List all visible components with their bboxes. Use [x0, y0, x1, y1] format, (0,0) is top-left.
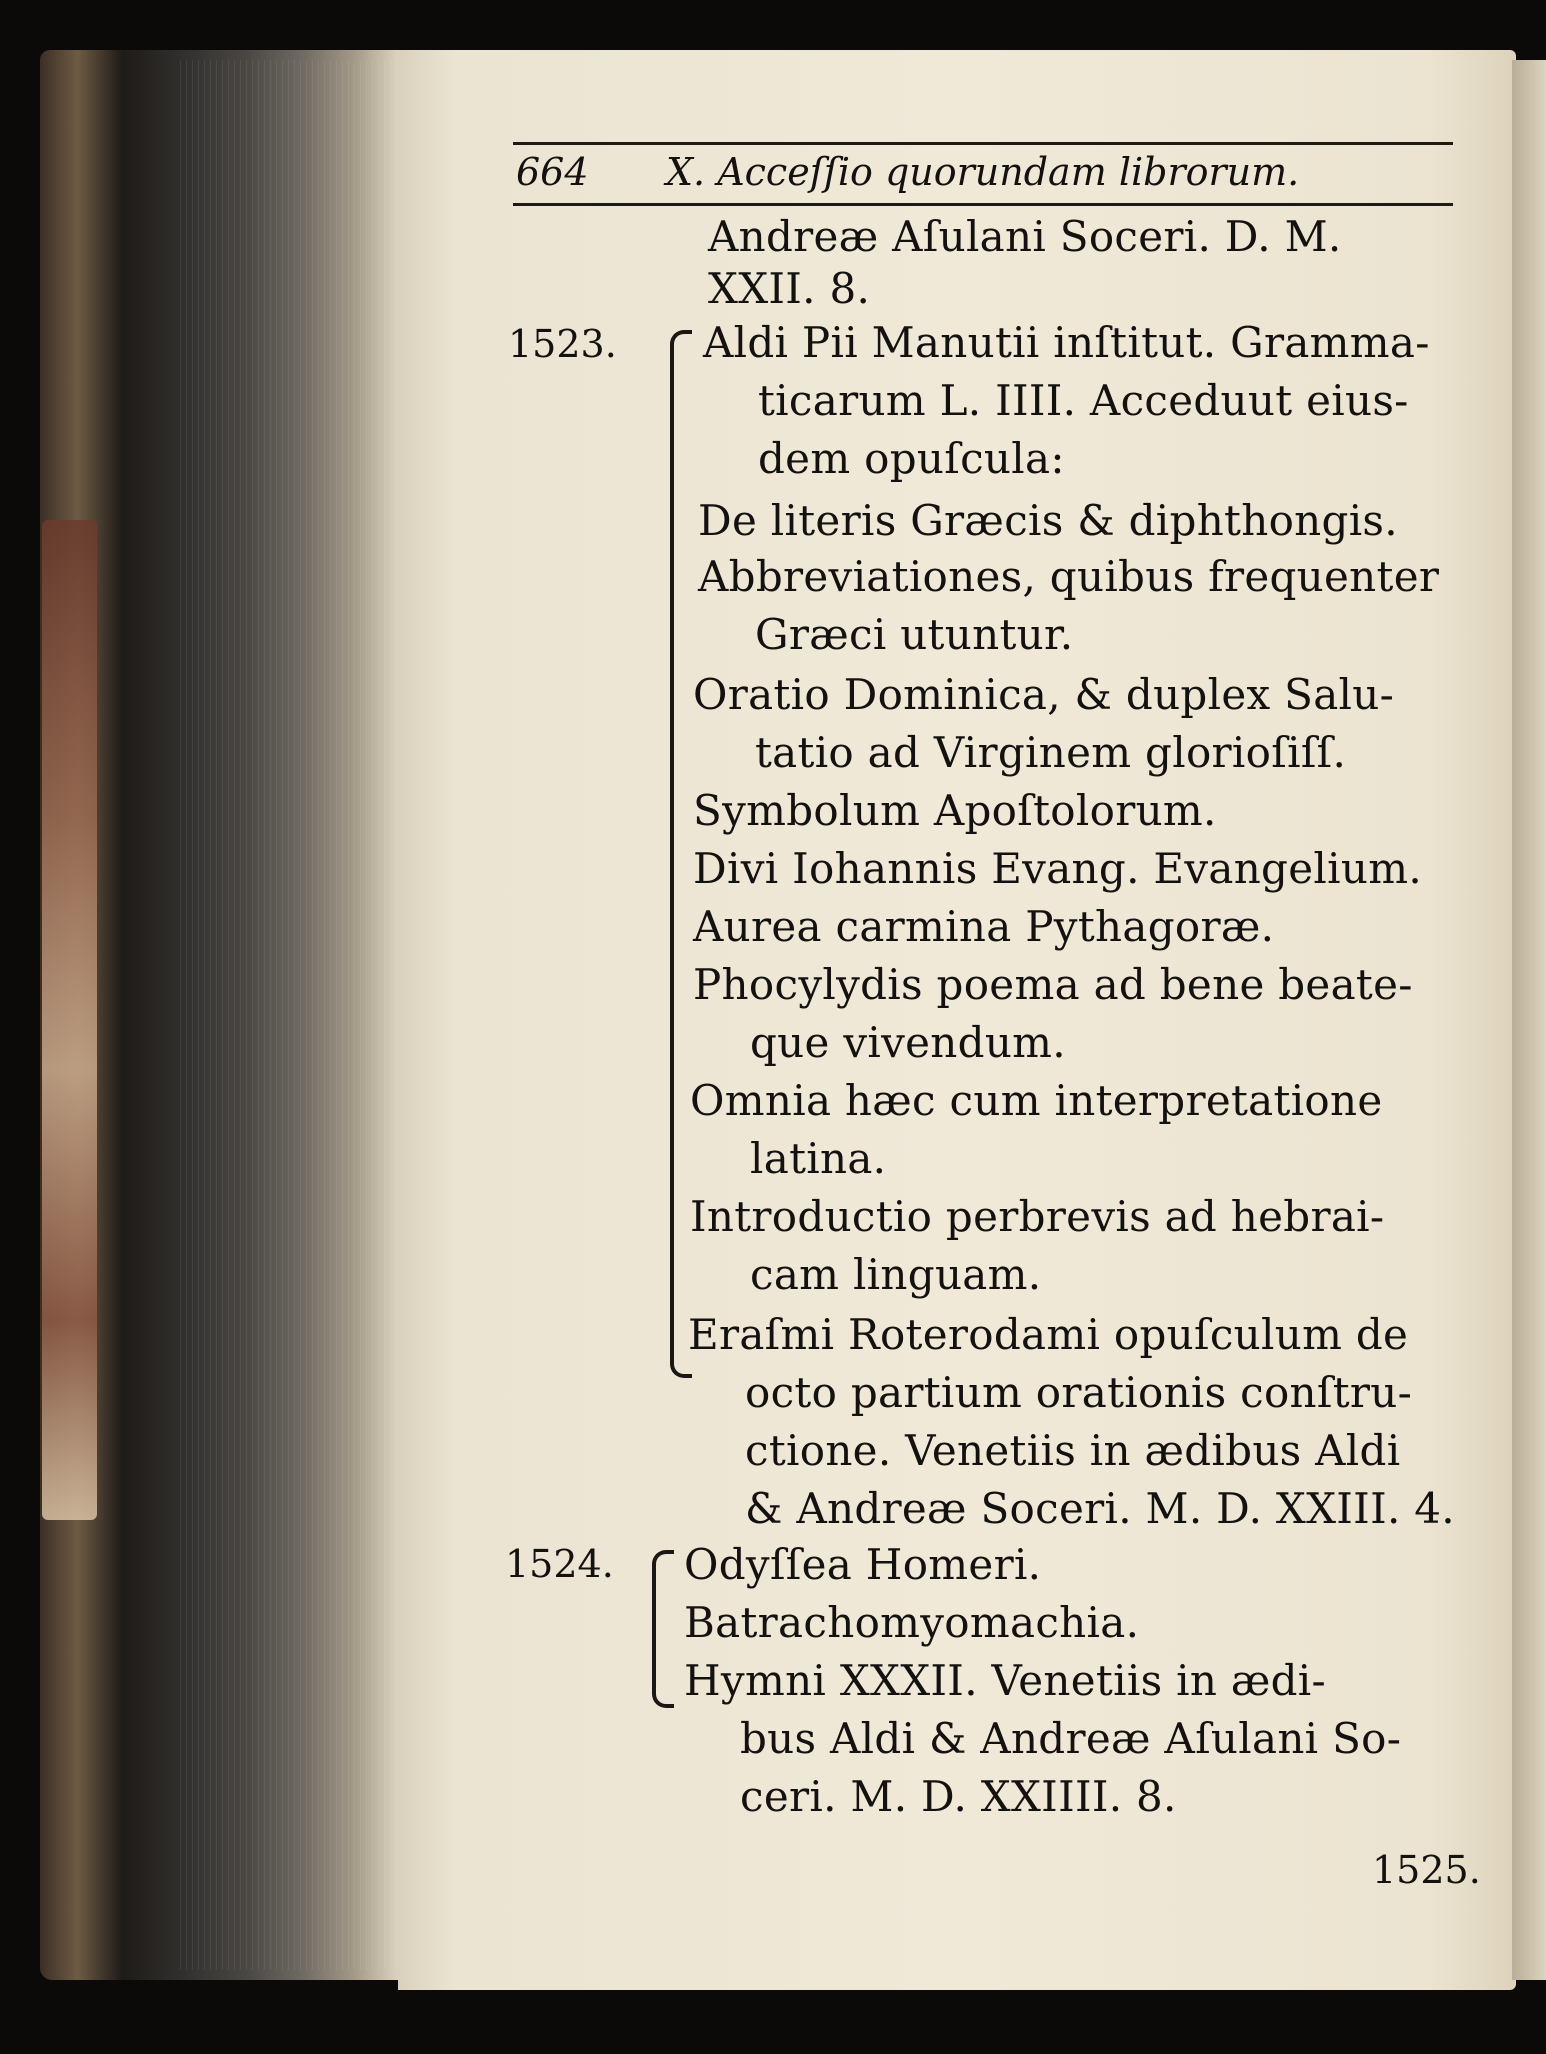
text-line: Hymni XXXII. Venetiis in ædi- — [684, 1656, 1327, 1705]
text-line: ceri. M. D. XXIIII. 8. — [740, 1772, 1177, 1821]
text-line: que vivendum. — [750, 1018, 1066, 1067]
text-line: Batrachomyomachia. — [684, 1598, 1140, 1647]
text-line: dem opuſcula: — [758, 434, 1065, 483]
text-line: ticarum L. IIII. Acceduut eius- — [758, 376, 1409, 425]
text-line: Oratio Dominica, & duplex Salu- — [693, 670, 1395, 719]
entry-bracket — [670, 330, 692, 1378]
text-line: Omnia hæc cum interpretatione — [690, 1076, 1383, 1125]
text-line: Andreæ Aſulani Soceri. D. M. — [708, 212, 1342, 261]
marbled-edge — [42, 520, 97, 1520]
text-line: Odyſſea Homeri. — [684, 1540, 1042, 1589]
text-line: Eraſmi Roterodami opuſculum de — [688, 1310, 1409, 1359]
year-label: 1524. — [505, 1542, 614, 1586]
text-line: Abbreviationes, quibus frequenter — [698, 552, 1440, 601]
text-line: cam linguam. — [750, 1250, 1042, 1299]
facing-page-edge — [1512, 60, 1546, 1980]
page-number: 664 — [516, 150, 589, 194]
text-line: XXII. 8. — [708, 264, 871, 313]
text-line: Græci utuntur. — [755, 610, 1074, 659]
text-line: Introductio perbrevis ad hebrai- — [690, 1192, 1385, 1241]
entry-bracket — [652, 1550, 674, 1708]
text-line: bus Aldi & Andreæ Aſulani So- — [740, 1714, 1402, 1763]
text-line: tatio ad Virginem glorioſiſſ. — [755, 728, 1347, 777]
text-line: Aldi Pii Manutii inſtitut. Gramma- — [703, 318, 1430, 367]
header-rule-top — [513, 142, 1453, 145]
header-rule-bottom — [513, 203, 1453, 206]
catchword: 1525. — [1372, 1848, 1481, 1892]
text-line: De literis Græcis & diphthongis. — [698, 496, 1398, 545]
text-line: Aurea carmina Pythagoræ. — [693, 902, 1275, 951]
page-edges — [180, 60, 400, 1970]
year-label: 1523. — [508, 322, 617, 366]
text-line: Divi Iohannis Evang. Evangelium. — [693, 844, 1422, 893]
text-line: Symbolum Apoſtolorum. — [693, 786, 1217, 835]
text-line: latina. — [750, 1134, 887, 1183]
text-line: Phocylydis poema ad bene beate- — [693, 960, 1413, 1009]
text-line: octo partium orationis conſtru- — [745, 1368, 1413, 1417]
text-line: & Andreæ Soceri. M. D. XXIII. 4. — [745, 1484, 1455, 1533]
text-line: ctione. Venetiis in ædibus Aldi — [745, 1426, 1401, 1475]
running-title: X. Acceſſio quorundam librorum. — [666, 150, 1300, 194]
